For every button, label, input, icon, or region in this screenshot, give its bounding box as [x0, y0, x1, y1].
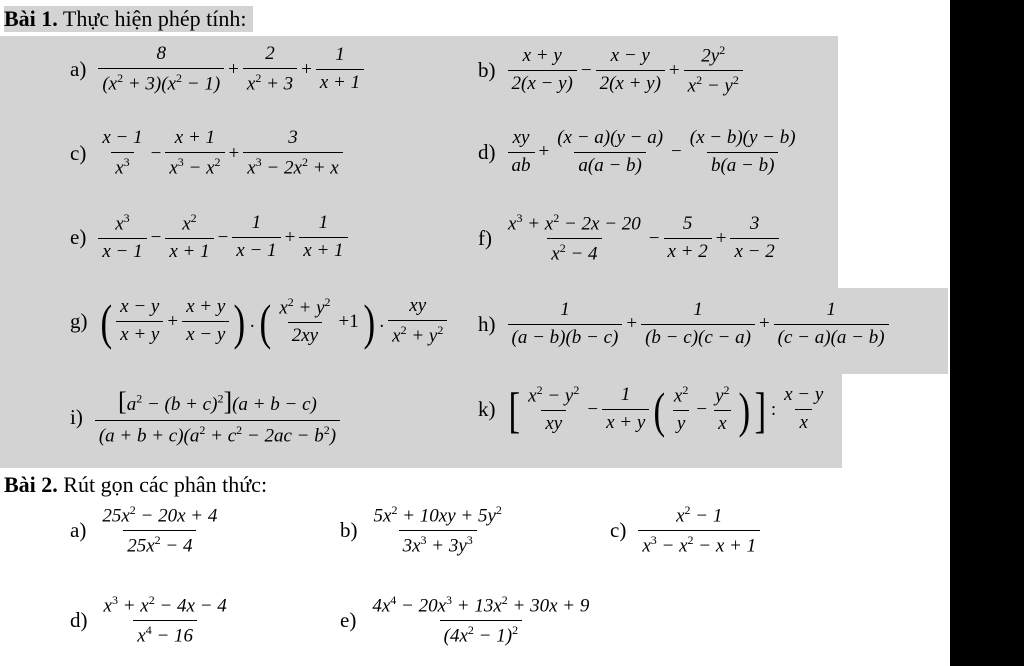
item-label: a)	[70, 57, 87, 82]
fraction: $\frac{4x^4 - 20x^3 + 13x^2 + 30x + 9}{(4x^2 - 1)^2}$	[372, 593, 590, 647]
fraction: $\frac{3}{x - 2}$	[730, 214, 778, 263]
item-label: d)	[70, 608, 88, 633]
exercise-1i	[70, 388, 342, 447]
fraction: $\frac{1}{(a - b)(b - c)}$	[508, 300, 623, 349]
bai1-label: Bài 1.	[4, 6, 58, 31]
item-label: h)	[478, 311, 496, 336]
fraction: $\frac{x + y}{x - y}$	[182, 297, 229, 346]
item-label: g)	[70, 309, 88, 334]
fraction: $\frac{3}{x^3 - 2x^2 + x}$	[243, 128, 342, 179]
fraction: $\frac{x^3}{x - 1}$	[98, 212, 146, 263]
fraction: $\frac{x - y}{2(x + y)}$	[596, 46, 665, 95]
fraction: $\frac{1}{(b - c)(c - a)}$	[641, 300, 755, 349]
fraction: $\frac{1}{x + 1}$	[316, 45, 364, 94]
fraction: $\frac{xy}{ab}$	[508, 128, 535, 177]
item-label: d)	[478, 139, 496, 164]
fraction: $\frac{x^2}{x + 1}$	[165, 212, 213, 263]
fraction: $\frac{5x^2 + 10xy + 5y^2}{3x^3 + 3y^3}$	[373, 503, 502, 557]
fraction: $\frac{x - y}{x + y}$	[116, 297, 163, 346]
fraction: $\frac{x^2 + y^2}{2xy}$	[279, 295, 331, 347]
fraction: $\frac{(x - b)(y - b)}{b(a - b)}$	[689, 127, 796, 176]
item-label: c)	[610, 518, 627, 543]
item-label: e)	[340, 608, 357, 633]
item-label: e)	[70, 225, 87, 250]
fraction: $\frac{y^2}{x}$	[715, 383, 730, 435]
fraction: $\frac{x - 1}{x^3}$	[102, 127, 143, 179]
bai2-title: Rút gọn các phân thức:	[63, 472, 268, 497]
exercise-2a	[70, 504, 223, 557]
right-black-bar	[950, 0, 1024, 666]
fraction: $\frac{25x^2 - 20x + 4}{25x^2 - 4}$	[102, 503, 218, 557]
fraction: $\frac{x^2 - y^2}{xy}$	[528, 383, 580, 435]
exercise-1g: g) ( $\frac{x - y}{x + y}$ + $\frac{x + y}{x - y}$ ) . ( $\frac{x^2 + y^2}{2xy}$ +1 ) . $\frac{xy}{x^2 + y^2}$	[70, 296, 449, 347]
fraction: $\frac{x + y}{2(x - y)}$	[508, 46, 577, 95]
fraction: $\frac{1}{x - 1}$	[232, 213, 280, 262]
fraction: $\frac{x^3 + x^2 - 2x - 20}{x^2 - 4}$	[508, 211, 641, 265]
item-label: b)	[478, 58, 496, 83]
item-label: f)	[478, 226, 492, 251]
fraction: $\frac{x + 1}{x^3 - x^2}$	[165, 128, 224, 179]
exercise-2e	[340, 594, 595, 647]
fraction: $\frac{[a^2 - (b + c)^2](a + b - c)}{(a + b + c)(a^2 + c^2 - 2ac - b^2)}$	[95, 388, 340, 447]
exercise-2d	[70, 594, 233, 647]
bai1-heading	[4, 6, 253, 32]
fraction: $\frac{1}{x + 1}$	[299, 213, 347, 262]
exercise-1h: h) $\frac{1}{(a - b)(b - c)}$ + $\frac{1}{(b - c)(c - a)}$ + $\frac{1}{(c - a)(a - b)}$	[478, 300, 891, 349]
fraction: $\frac{1}{(c - a)(a - b)}$	[774, 300, 889, 349]
fraction: $\frac{(x - a)(y - a)}{a(a - b)}$	[557, 127, 664, 176]
exercise-1d: d) $\frac{xy}{ab}$ + $\frac{(x - a)(y - a)}{a(a - b)}$ − $\frac{(x - b)(y - b)}{b(a - b)}$	[478, 128, 802, 177]
exercise-1b: b) $\frac{x + y}{2(x - y)}$ − $\frac{x - y}{2(x + y)}$ + $\frac{2y^2}{x^2 - y^2}$	[478, 44, 745, 97]
exercise-1k: k) [ $\frac{x^2 - y^2}{xy}$ − $\frac{1}{x + y}$ ( $\frac{x^2}{y}$ − $\frac{y^2}{x}$ ) ] : $\frac{x - y}{x}$	[478, 384, 829, 435]
fraction: $\frac{1}{x + y}$	[602, 385, 649, 434]
fraction: $\frac{x^3 + x^2 - 4x - 4}{x^4 - 16}$	[103, 593, 227, 647]
exercise-1f: f) $\frac{x^3 + x^2 - 2x - 20}{x^2 - 4}$ − $\frac{5}{x + 2}$ + $\frac{3}{x - 2}$	[478, 212, 781, 265]
fraction: $\frac{xy}{x^2 + y^2}$	[388, 296, 447, 347]
fraction: $\frac{2y^2}{x^2 - y^2}$	[684, 44, 743, 97]
bai1-title: Thực hiện phép tính:	[62, 6, 247, 31]
fraction: $\frac{5}{x + 2}$	[664, 214, 712, 263]
exercise-1e: e) $\frac{x^3}{x - 1}$ − $\frac{x^2}{x + 1}$ − $\frac{1}{x - 1}$ + $\frac{1}{x + 1}$	[70, 212, 350, 263]
exercise-1a: a) $\frac{8}{(x^2 + 3)(x^2 - 1)}$ + $\frac{2}{x^2 + 3}$ + $\frac{1}{x + 1}$	[70, 44, 366, 95]
exercise-1c: c) $\frac{x - 1}{x^3}$ − $\frac{x + 1}{x^3 - x^2}$ + $\frac{3}{x^3 - 2x^2 + x}$	[70, 128, 345, 179]
bai2-label: Bài 2.	[4, 472, 58, 497]
item-label: k)	[478, 397, 496, 422]
exercise-2c	[610, 504, 762, 557]
fraction: $\frac{x^2 - 1}{x^3 - x^2 - x + 1}$	[638, 504, 760, 557]
fraction: $\frac{8}{(x^2 + 3)(x^2 - 1)}$	[98, 44, 224, 95]
item-label: i)	[70, 404, 83, 429]
exercise-2b	[340, 504, 508, 557]
fraction: $\frac{x^2}{y}$	[673, 383, 689, 435]
item-label: a)	[70, 518, 87, 543]
fraction: $\frac{x - y}{x}$	[784, 384, 824, 434]
fraction: $\frac{2}{x^2 + 3}$	[243, 44, 297, 95]
bai2-heading	[4, 472, 267, 498]
item-label: b)	[340, 518, 358, 543]
item-label: c)	[70, 141, 87, 166]
